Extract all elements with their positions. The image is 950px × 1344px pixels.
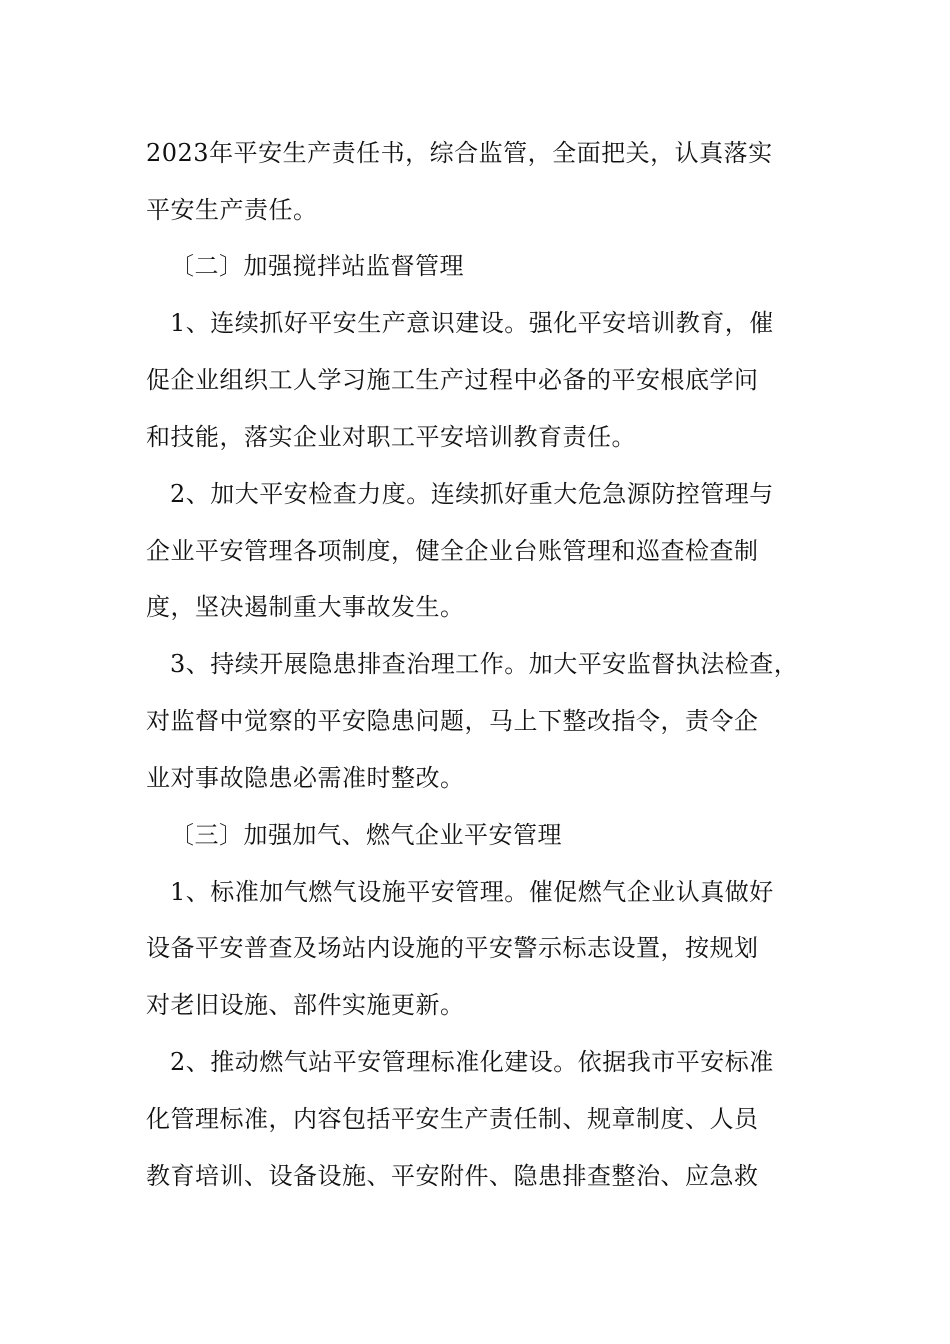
item-line-12: 对老旧设施、部件实施更新。 xyxy=(146,991,465,1019)
item-line-4: 2、加大平安检查力度。连续抓好重大危急源防控管理与 xyxy=(170,480,774,508)
item-line-14: 化管理标准，内容包括平安生产责任制、规章制度、人员 xyxy=(146,1105,759,1133)
item-line-10: 1、标准加气燃气设施平安管理。催促燃气企业认真做好 xyxy=(170,878,774,906)
section-heading-2: 〔二〕加强搅拌站监督管理 xyxy=(170,252,464,280)
item-line-6: 度，坚决遏制重大事故发生。 xyxy=(146,593,465,621)
item-line-8: 对监督中觉察的平安隐患问题，马上下整改指令，责令企 xyxy=(146,707,759,735)
section-heading-3: 〔三〕加强加气、燃气企业平安管理 xyxy=(170,821,562,849)
item-line-15: 教育培训、设备设施、平安附件、隐患排查整治、应急救 xyxy=(146,1162,759,1190)
paragraph-line-1: 2023年平安生产责任书，综合监管，全面把关，认真落实 xyxy=(146,139,773,167)
item-line-1: 1、连续抓好平安生产意识建设。强化平安培训教育，催 xyxy=(170,309,774,337)
item-line-5: 企业平安管理各项制度，健全企业台账管理和巡查检查制 xyxy=(146,537,759,565)
item-line-7: 3、持续开展隐患排查治理工作。加大平安监督执法检查， xyxy=(170,650,799,678)
paragraph-line-2: 平安生产责任。 xyxy=(146,196,318,224)
item-line-13: 2、推动燃气站平安管理标准化建设。依据我市平安标准 xyxy=(170,1048,774,1076)
item-line-11: 设备平安普查及场站内设施的平安警示标志设置，按规划 xyxy=(146,934,759,962)
item-line-9: 业对事故隐患必需准时整改。 xyxy=(146,764,465,792)
item-line-3: 和技能，落实企业对职工平安培训教育责任。 xyxy=(146,423,636,451)
item-line-2: 促企业组织工人学习施工生产过程中必备的平安根底学问 xyxy=(146,366,759,394)
